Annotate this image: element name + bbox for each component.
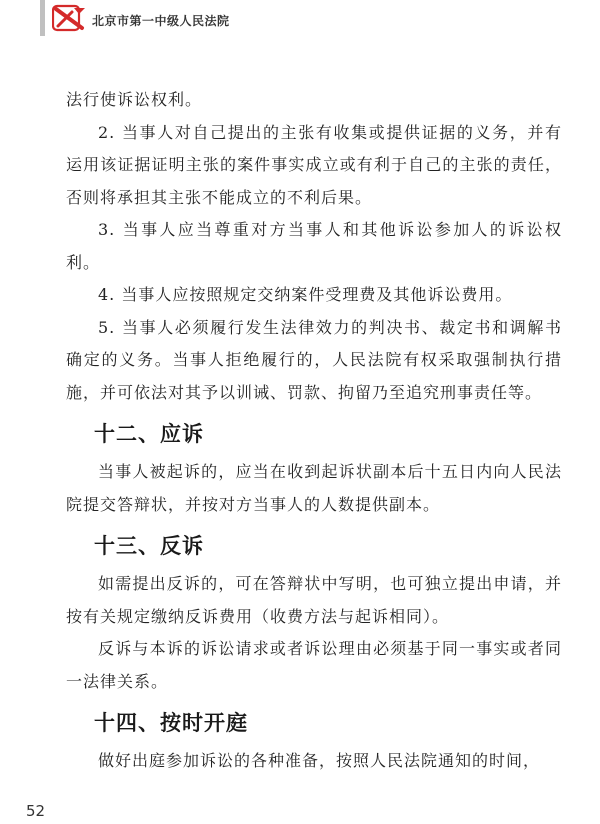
court-name: 北京市第一中级人民法院 xyxy=(92,14,230,28)
section-heading: 十二、应诉 xyxy=(94,422,204,446)
paragraph: 反诉与本诉的诉讼请求或者诉讼理由必须基于同一事实或者同一法律关系。 xyxy=(66,639,562,691)
header-bar xyxy=(40,0,45,36)
court-emblem-icon xyxy=(52,4,86,32)
paragraph: 3. 当事人应当尊重对方当事人和其他诉讼参加人的诉讼权利。 xyxy=(66,220,562,272)
paragraph: 2. 当事人对自己提出的主张有收集或提供证据的义务，并有运用该证据证明主张的案件事实成立或有利于自己的主张的责任，否则将承担其主张不能成立的不利后果。 xyxy=(66,122,562,207)
page-number: 52 xyxy=(26,802,46,820)
paragraph: 法行使诉讼权利。 xyxy=(66,90,203,109)
section-heading: 十四、按时开庭 xyxy=(94,711,248,735)
paragraph: 做好出庭参加诉讼的各种准备，按照人民法院通知的时间， xyxy=(98,751,541,770)
paragraph: 4. 当事人应按照规定交纳案件受理费及其他诉讼费用。 xyxy=(98,285,513,304)
section-heading: 十三、反诉 xyxy=(94,534,204,558)
paragraph: 如需提出反诉的，可在答辩状中写明，也可独立提出申请，并按有关规定缴纳反诉费用（收费方法与起诉相同）。 xyxy=(66,574,562,626)
page-header xyxy=(0,0,600,36)
paragraph: 当事人被起诉的，应当在收到起诉状副本后十五日内向人民法院提交答辩状，并按对方当事人的人数提供副本。 xyxy=(66,462,562,514)
document-body xyxy=(66,84,562,778)
paragraph: 5. 当事人必须履行发生法律效力的判决书、裁定书和调解书确定的义务。当事人拒绝履行的，人民法院有权采取强制执行措施，并可依法对其予以训诫、罚款、拘留乃至追究刑事责任等。 xyxy=(66,317,562,402)
